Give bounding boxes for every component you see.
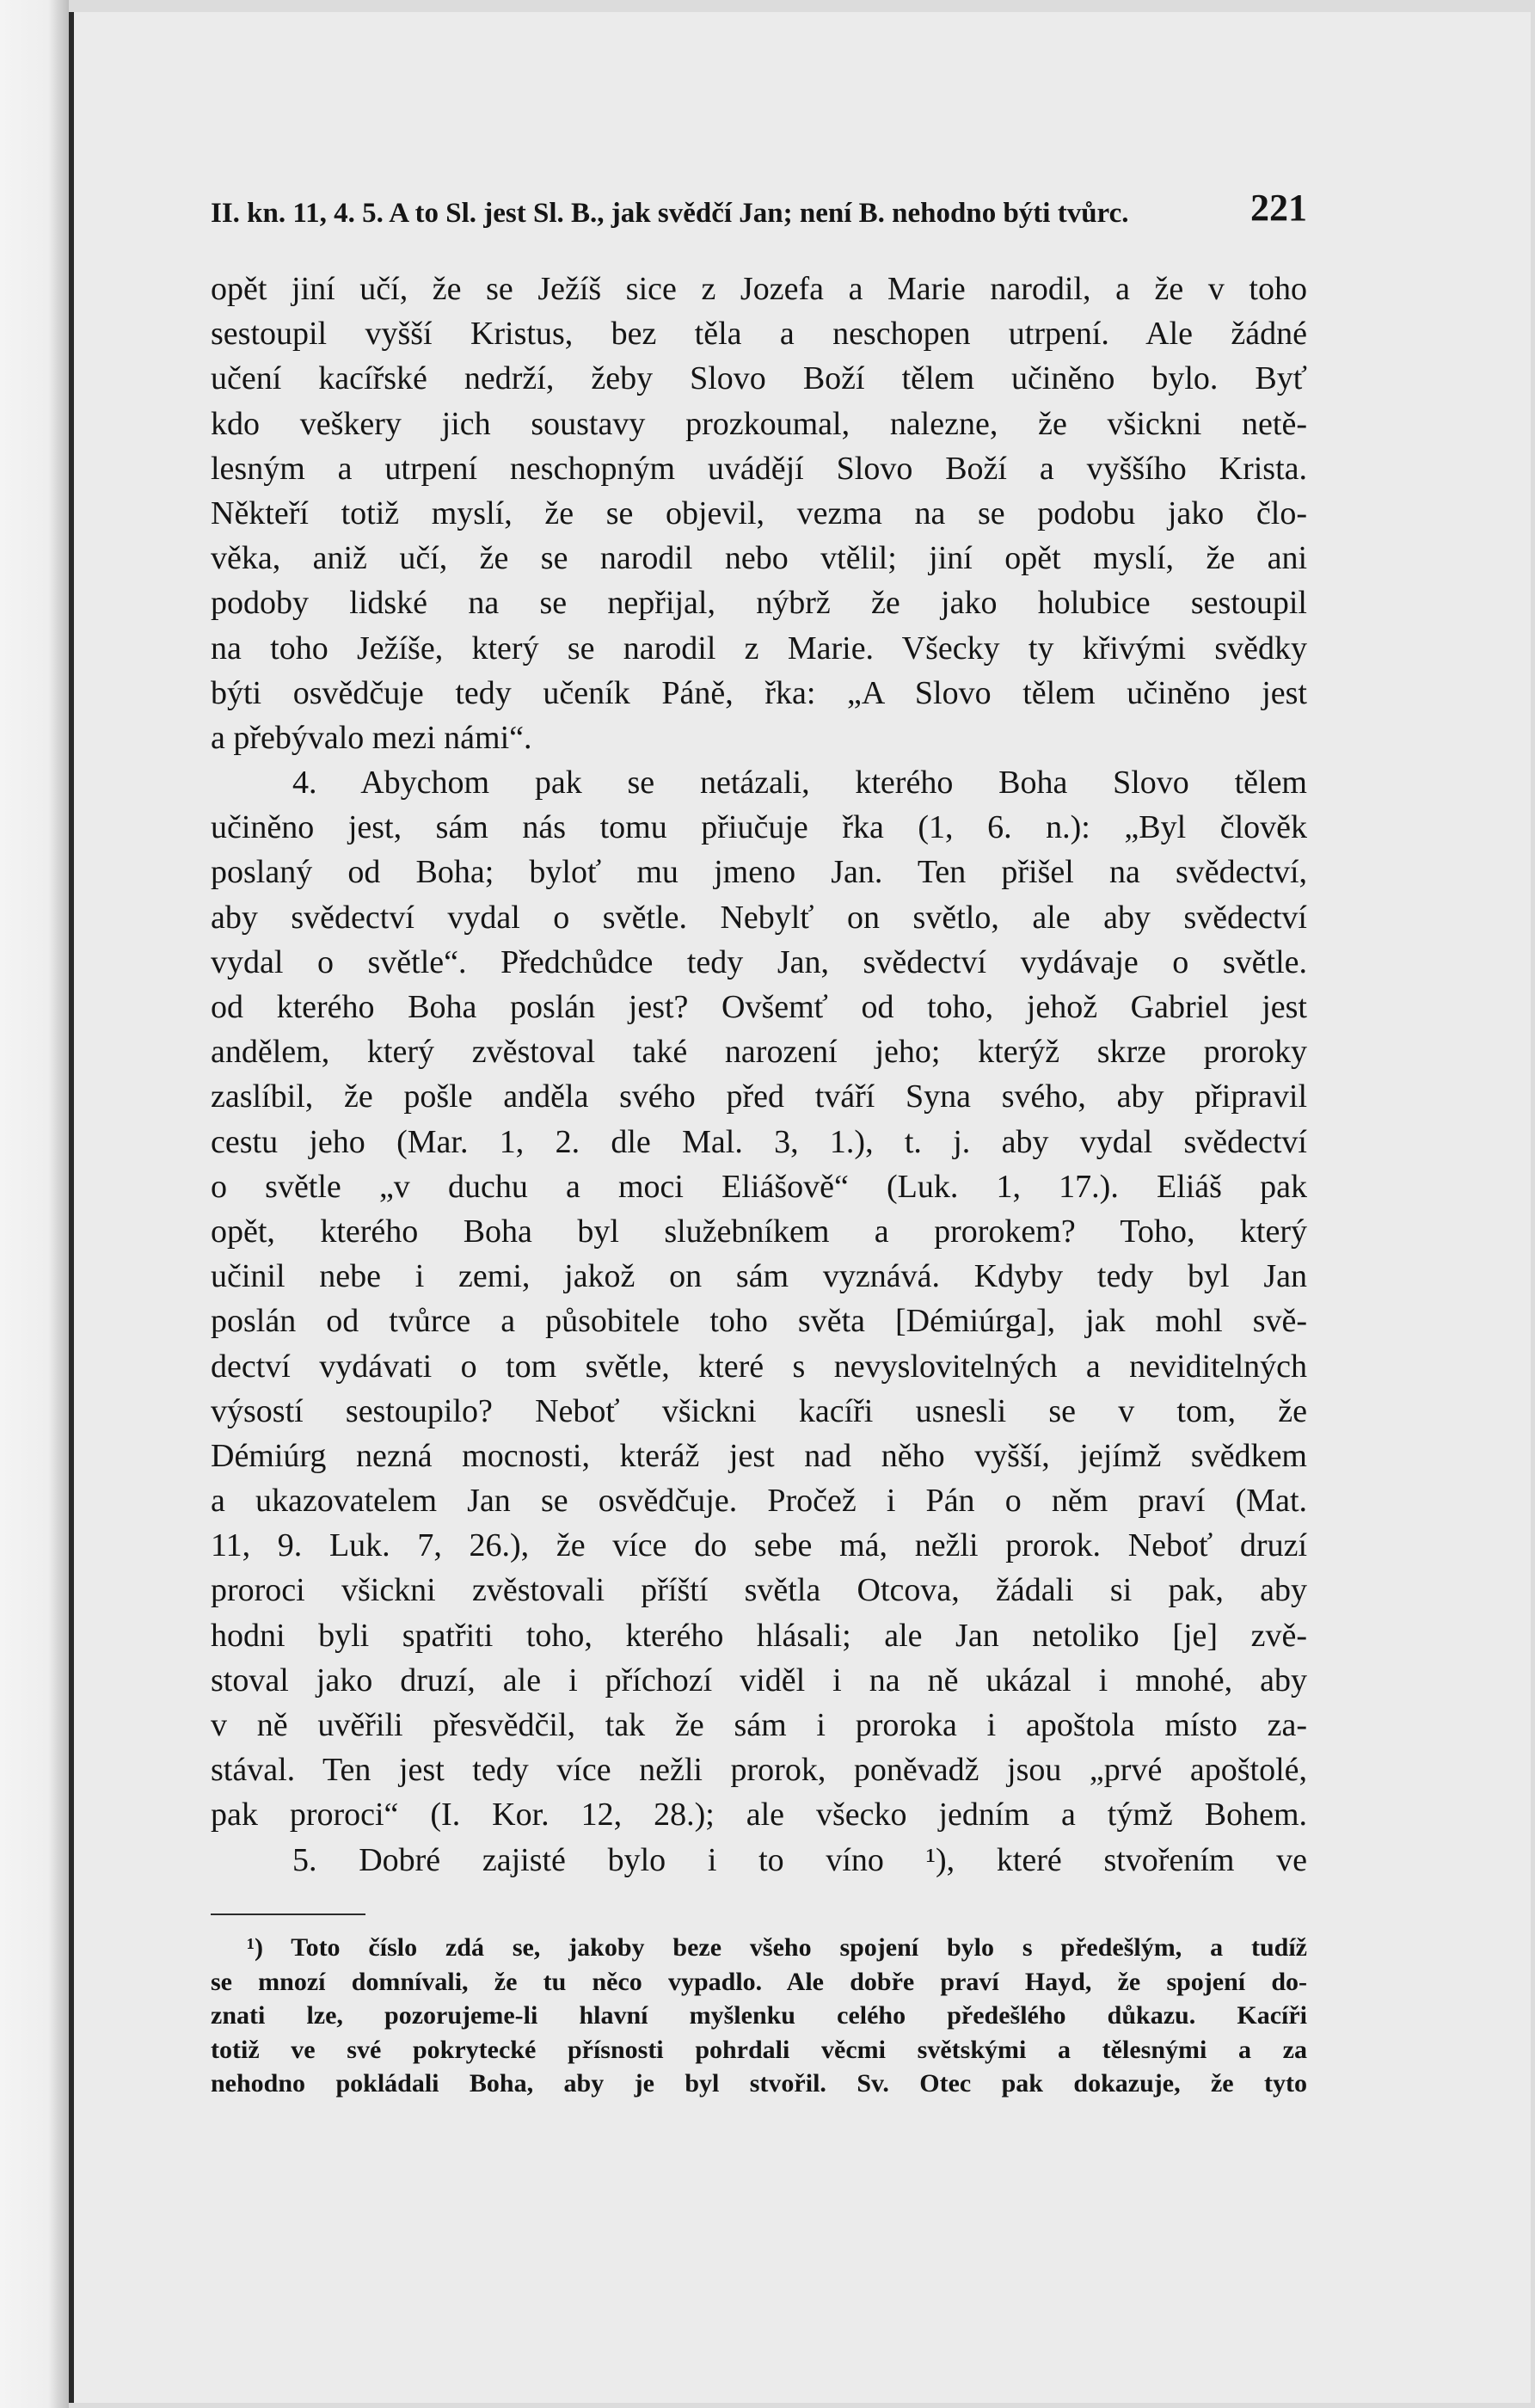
text-line: učiněno jest, sám nás tomu přiučuje řka (1, 6. n.): „Byl člověk <box>211 809 1307 846</box>
text-line: poslán od tvůrce a působitele toho světa [Démiúrga], jak mohl svě- <box>211 1303 1307 1340</box>
running-head: II. kn. 11, 4. 5. A to Sl. jest Sl. B., jak svědčí Jan; není B. nehodno býti tvůrc. <box>211 198 1129 229</box>
text-line: 4. Abychom pak se netázali, kterého Boha Slovo tělem <box>292 765 1307 802</box>
page-number: 221 <box>1250 187 1307 229</box>
main-text <box>211 267 1307 1883</box>
text-line: o světle „v duchu a moci Eliášově“ (Luk. 1, 17.). Eliáš pak <box>211 1168 1307 1205</box>
footnote-line: se mnozí domnívali, že tu něco vypadlo. Ale dobře praví Hayd, že spojení do- <box>211 1967 1307 1996</box>
footnote-divider <box>211 1914 365 1915</box>
text-line: pak proroci“ (I. Kor. 12, 28.); ale všecko jedním a týmž Bohem. <box>211 1797 1307 1834</box>
text-line: výsostí sestoupilo? Neboť všickni kacíři usnesli se v tom, že <box>211 1392 1307 1429</box>
text-line: cestu jeho (Mar. 1, 2. dle Mal. 3, 1.), t. j. aby vydal svědectví <box>211 1123 1307 1160</box>
text-line: a přebývalo mezi námi“. <box>211 719 532 756</box>
text-line: lesným a utrpení neschopným uvádějí Slovo Boží a vyššího Krista. <box>211 450 1307 487</box>
text-line: stoval jako druzí, ale i příchozí viděl i na ně ukázal i mnohé, aby <box>211 1662 1307 1698</box>
text-line: věka, aniž učí, že se narodil nebo vtělil; jiní opět myslí, že ani <box>211 540 1307 577</box>
text-line: sestoupil vyšší Kristus, bez těla a neschopen utrpení. Ale žádné <box>211 316 1307 353</box>
footnote <box>211 1931 1307 2101</box>
text-line: aby svědectví vydal o světle. Nebylť on světlo, ale aby svědectví <box>211 899 1307 936</box>
text-line: opět jiní učí, že se Ježíš sice z Jozefa a Marie narodil, a že v toho <box>211 271 1307 307</box>
footnote-line: znati lze, pozorujeme-li hlavní myšlenku celého předešlého důkazu. Kacíři <box>211 2001 1307 2030</box>
text-line: býti osvědčuje tedy učeník Páně, řka: „A Slovo tělem učiněno jest <box>211 674 1307 711</box>
text-line: na toho Ježíše, který se narodil z Marie. Všecky ty křivými svědky <box>211 630 1307 666</box>
text-line: proroci všickni zvěstovali příští světla Otcova, žádali si pak, aby <box>211 1572 1307 1609</box>
text-line: podoby lidské na se nepřijal, nýbrž že jako holubice sestoupil <box>211 585 1307 622</box>
text-line: učinil nebe i zemi, jakož on sám vyznává. Kdyby tedy byl Jan <box>211 1258 1307 1295</box>
footnote-line: ¹) Toto číslo zdá se, jakoby beze všeho spojení bylo s předešlým, a tudíž <box>247 1933 1307 1962</box>
text-line: poslaný od Boha; byloť mu jmeno Jan. Ten přišel na svědectví, <box>211 854 1307 891</box>
text-line: dectví vydávati o tom světle, které s nevyslovitelných a neviditelných <box>211 1348 1307 1385</box>
text-line: učení kacířské nedrží, žeby Slovo Boží tělem učiněno bylo. Byť <box>211 360 1307 397</box>
adjacent-page-edge <box>0 0 69 2408</box>
text-line: Někteří totiž myslí, že se objevil, vezma na se podobu jako člo- <box>211 494 1307 531</box>
text-line: andělem, který zvěstoval také narození jeho; kterýž skrze proroky <box>211 1034 1307 1071</box>
footnote-line: nehodno pokládali Boha, aby je byl stvořil. Sv. Otec pak dokazuje, že tyto <box>211 2069 1307 2098</box>
text-line: opět, kterého Boha byl služebníkem a prorokem? Toho, který <box>211 1213 1307 1250</box>
text-line: od kterého Boha poslán jest? Ovšemť od toho, jehož Gabriel jest <box>211 989 1307 1025</box>
text-line: vydal o světle“. Předchůdce tedy Jan, svědectví vydávaje o světle. <box>211 943 1307 980</box>
text-line: 5. Dobré zajisté bylo i to víno ¹), které stvořením ve <box>292 1841 1307 1878</box>
text-line: v ně uvěřili přesvědčil, tak že sám i proroka i apoštola místo za- <box>211 1707 1307 1743</box>
text-line: zaslíbil, že pošle anděla svého před tváří Syna svého, aby připravil <box>211 1078 1307 1115</box>
footnote-line: totiž ve své pokrytecké přísnosti pohrdali věcmi světskými a tělesnými a za <box>211 2035 1307 2064</box>
text-line: a ukazovatelem Jan se osvědčuje. Pročež i Pán o něm praví (Mat. <box>211 1483 1307 1520</box>
text-line: hodni byli spatřiti toho, kterého hlásali; ale Jan netoliko [je] zvě- <box>211 1617 1307 1654</box>
text-line: Démiúrg nezná mocnosti, kteráž jest nad něho vyšší, jejímž svědkem <box>211 1437 1307 1474</box>
text-line: 11, 9. Luk. 7, 26.), že více do sebe má, nežli prorok. Neboť druzí <box>211 1527 1307 1564</box>
text-line: stával. Ten jest tedy více nežli prorok, poněvadž jsou „prvé apoštolé, <box>211 1752 1307 1789</box>
text-line: kdo veškery jich soustavy prozkoumal, nalezne, že všickni netě- <box>211 405 1307 442</box>
